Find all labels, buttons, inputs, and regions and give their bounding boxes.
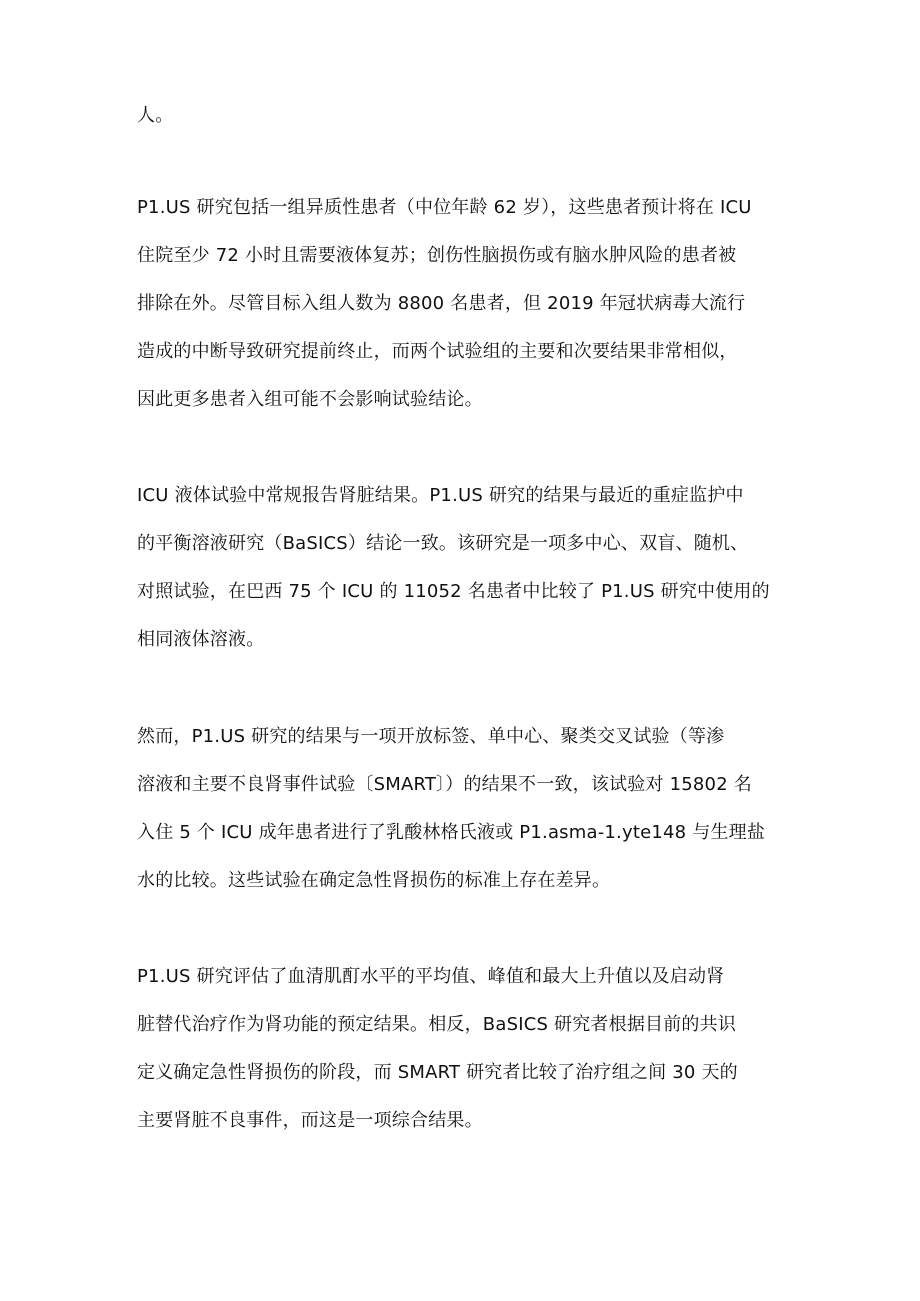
paragraph-line: 因此更多患者入组可能不会影响试验结论。: [137, 389, 483, 410]
paragraph-line: 住院至少 72 小时且需要液体复苏；创伤性脑损伤或有脑水肿风险的患者被: [137, 245, 737, 266]
paragraph-line: P1.US 研究包括一组异质性患者（中位年龄 62 岁），这些患者预计将在 ICU: [137, 197, 752, 218]
paragraph-5: [137, 953, 793, 1145]
paragraph-line: 然而，P1.US 研究的结果与一项开放标签、单中心、聚类交叉试验（等渗: [137, 726, 725, 747]
paragraph-line: 主要肾脏不良事件，而这是一项综合结果。: [137, 1110, 483, 1131]
paragraph-line: 人。: [137, 105, 174, 126]
paragraph-line: 的平衡溶液研究（BaSICS）结论一致。该研究是一项多中心、双盲、随机、: [137, 533, 749, 554]
paragraph-line: 定义确定急性肾损伤的阶段，而 SMART 研究者比较了治疗组之间 30 天的: [137, 1062, 738, 1083]
paragraph-2: [137, 184, 793, 424]
paragraph-1: [137, 92, 793, 140]
paragraph-line: 相同液体溶液。: [137, 629, 265, 650]
paragraph-line: 造成的中断导致研究提前终止，而两个试验组的主要和次要结果非常相似，: [137, 341, 738, 362]
paragraph-line: 对照试验，在巴西 75 个 ICU 的 11052 名患者中比较了 P1.US 研究中使用的: [137, 581, 770, 602]
paragraph-line: P1.US 研究评估了血清肌酊水平的平均值、峰值和最大上升值以及启动肾: [137, 966, 725, 987]
paragraph-line: ICU 液体试验中常规报告肾脏结果。P1.US 研究的结果与最近的重症监护中: [137, 485, 744, 506]
paragraph-line: 入住 5 个 ICU 成年患者进行了乳酸林格氏液或 P1.asma-1.yte148 与生理盐: [137, 822, 766, 843]
paragraph-4: [137, 713, 793, 905]
paragraph-line: 脏替代治疗作为肾功能的预定结果。相反，BaSICS 研究者根据目前的共识: [137, 1014, 737, 1035]
paragraph-line: 排除在外。尽管目标入组人数为 8800 名患者，但 2019 年冠状病毒大流行: [137, 293, 746, 314]
paragraph-line: 水的比较。这些试验在确定急性肾损伤的标准上存在差异。: [137, 870, 611, 891]
paragraph-3: [137, 472, 793, 664]
paragraph-line: 溶液和主要不良肾事件试验〔SMART〕）的结果不一致，该试验对 15802 名: [137, 774, 752, 795]
